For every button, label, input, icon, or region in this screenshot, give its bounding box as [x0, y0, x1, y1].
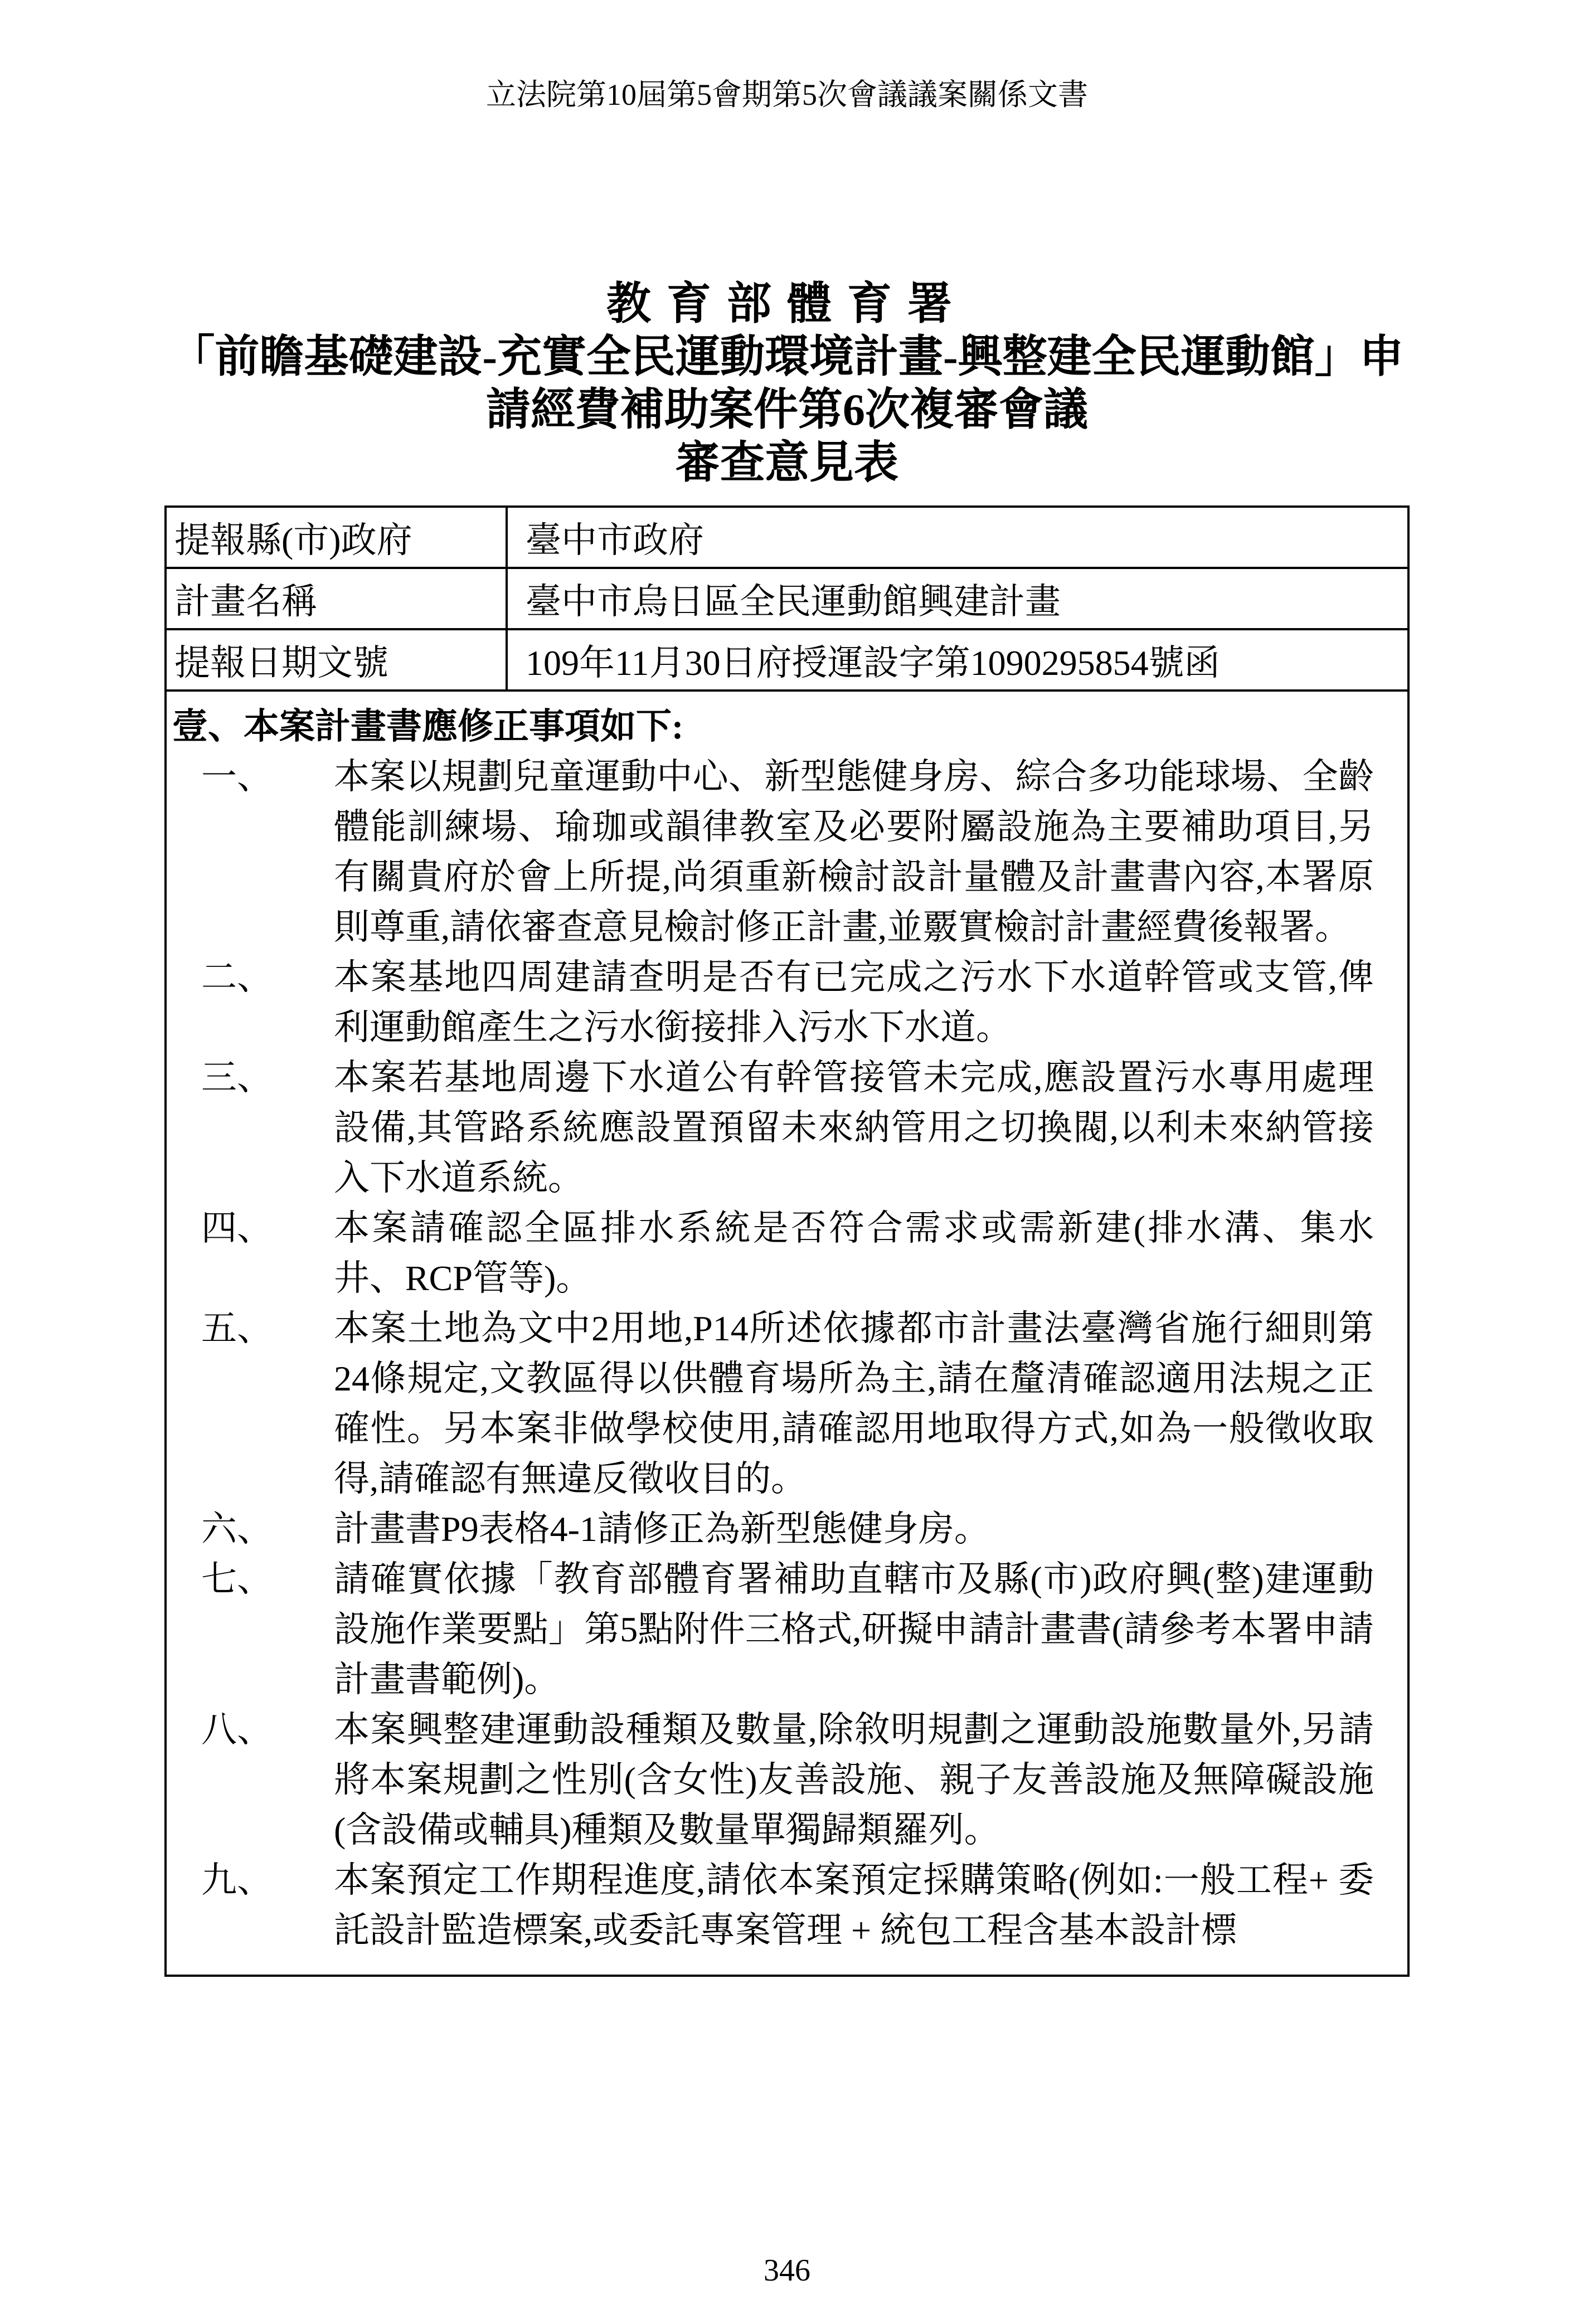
item-number: 二、	[201, 957, 273, 997]
document-title-block	[164, 278, 1410, 490]
item-text: 本案興整建運動設種類及數量,除敘明規劃之運動設施數量外,另請將本案規劃之性別(含女性)友善設施、親子友善設施及無障礙設施(含設備或輔具)種類及數量單獨歸類羅列。	[334, 1709, 1374, 1850]
section-title: 壹、本案計畫書應修正事項如下:	[172, 706, 684, 746]
document-header: 立法院第10屆第5會期第5次會議議案關係文書	[486, 78, 1088, 111]
review-item-1	[167, 752, 1374, 952]
review-item-9	[167, 1855, 1374, 1956]
item-text: 本案土地為文中2用地,P14所述依據都市計畫法臺灣省施行細則第24條規定,文教區得以供體育場所為主,請在釐清確認適用法規之正確性。另本案非做學校使用,請確認用地取得方式,如為一般徵收取得,請確認有無違反徵收目的。	[334, 1308, 1374, 1499]
item-number: 四、	[201, 1208, 273, 1248]
item-text: 本案預定工作期程進度,請依本案預定採購策略(例如:一般工程+ 委託設計監造標案,或委託專案管理 + 統包工程含基本設計標	[334, 1860, 1374, 1950]
review-item-2	[167, 952, 1374, 1053]
row-value-plan-name: 臺中市烏日區全民運動館興建計畫	[507, 568, 1408, 629]
row-label-government: 提報縣(市)政府	[166, 507, 507, 568]
info-table	[164, 505, 1410, 692]
title-form-name: 審查意見表	[676, 438, 898, 488]
table-row-doc-number	[166, 629, 1408, 691]
item-number: 七、	[201, 1559, 273, 1599]
title-subject: 「前瞻基礎建設-充實全民運動環境計畫-興整建全民運動館」申請經費補助案件第6次複審會議	[170, 332, 1404, 435]
review-item-7	[167, 1554, 1374, 1705]
table-row-government	[166, 507, 1408, 568]
review-opinions-box	[164, 692, 1410, 1977]
title-agency: 教育部體育署	[606, 279, 968, 329]
item-text: 本案若基地周邊下水道公有幹管接管未完成,應設置污水專用處理設備,其管路系統應設置預留未來納管用之切換閥,以利未來納管接入下水道系統。	[334, 1057, 1374, 1198]
item-number: 三、	[201, 1057, 273, 1097]
table-row-plan-name	[166, 568, 1408, 629]
row-value-government: 臺中市政府	[507, 507, 1408, 568]
row-label-doc-number: 提報日期文號	[166, 629, 507, 691]
item-number: 六、	[201, 1509, 273, 1549]
review-item-6	[167, 1504, 1374, 1554]
item-text: 計畫書P9表格4-1請修正為新型態健身房。	[334, 1509, 990, 1549]
page-number: 346	[764, 2253, 810, 2288]
item-text: 本案請確認全區排水系統是否符合需求或需新建(排水溝、集水井、RCP管等)。	[334, 1208, 1374, 1298]
item-number: 五、	[201, 1308, 273, 1348]
row-value-doc-number: 109年11月30日府授運設字第1090295854號函	[507, 629, 1408, 691]
item-number: 九、	[201, 1860, 273, 1900]
review-item-4	[167, 1203, 1374, 1304]
review-item-8	[167, 1705, 1374, 1855]
item-number: 一、	[201, 756, 273, 796]
item-text: 請確實依據「教育部體育署補助直轄市及縣(市)政府興(整)建運動設施作業要點」第5點附件三格式,研擬申請計畫書(請參考本署申請計畫書範例)。	[334, 1559, 1374, 1699]
review-item-5	[167, 1304, 1374, 1504]
row-label-plan-name: 計畫名稱	[166, 568, 507, 629]
item-text: 本案以規劃兒童運動中心、新型態健身房、綜合多功能球場、全齡體能訓練場、瑜珈或韻律教室及必要附屬設施為主要補助項目,另有關貴府於會上所提,尚須重新檢討設計量體及計畫書內容,本署原則尊重,請依審查意見檢討修正計畫,並覈實檢討計畫經費後報署。	[334, 756, 1374, 947]
item-text: 本案基地四周建請查明是否有已完成之污水下水道幹管或支管,俾利運動館產生之污水銜接排入污水下水道。	[334, 957, 1374, 1047]
item-number: 八、	[201, 1709, 273, 1749]
review-item-3	[167, 1053, 1374, 1203]
